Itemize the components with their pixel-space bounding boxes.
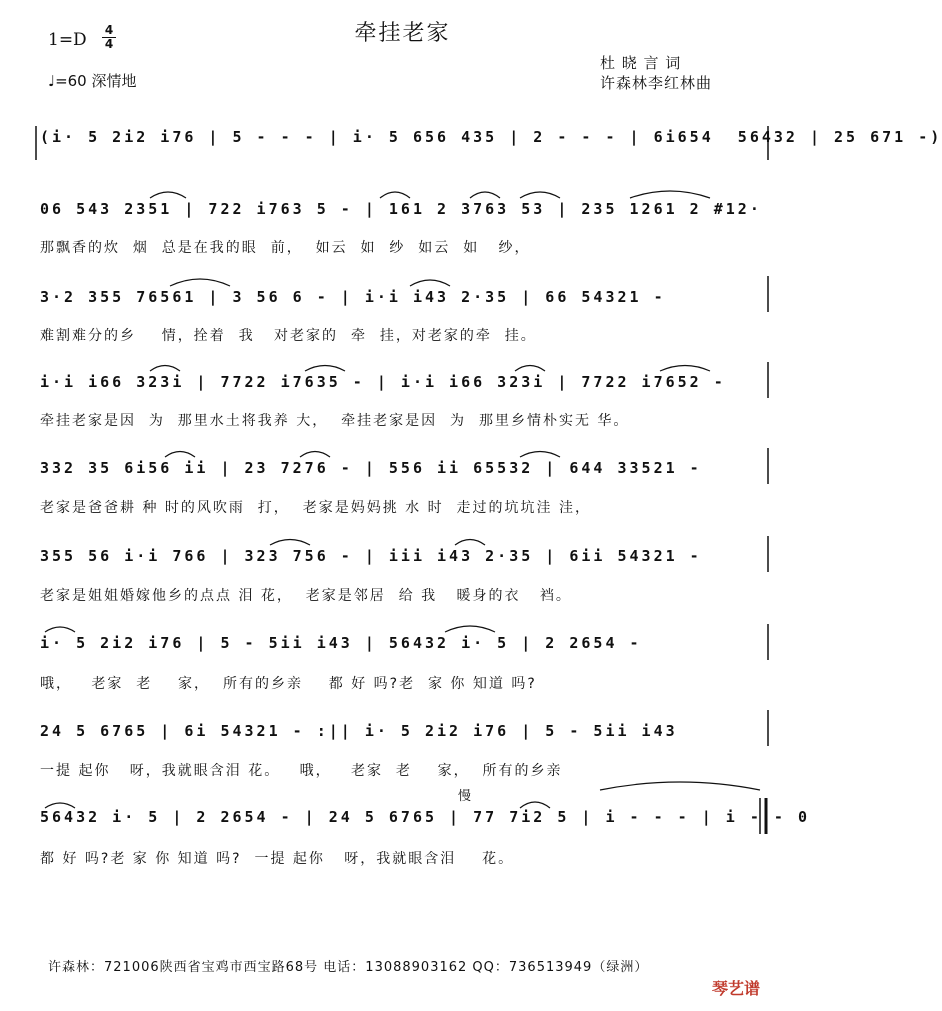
score-row-2-notes: 06 543 2351 | 722 i763 5 - | 161 2 3763 53 | 235 1261 2 #12· <box>40 200 762 218</box>
score-row-5-notes: 332 35 6i56 ii | 23 7276 - | 556 ii 65532 | 644 33521 - <box>40 459 702 477</box>
composer-credit: 许森林李红林曲 <box>600 74 713 92</box>
key-signature: 1=D <box>48 30 87 50</box>
score-row-8-lyrics: 一提 起你 呀，我就眼含泪 花。 哦， 老家 老 家， 所有的乡亲 <box>40 763 563 779</box>
time-signature-bottom: 4 <box>104 37 114 51</box>
score-row-7-lyrics: 哦， 老家 老 家， 所有的乡亲 都 好 吗?老 家 你 知道 吗? <box>40 676 537 692</box>
time-signature-top: 4 <box>104 23 114 37</box>
score-row-4-notes: i·i i66 323i | 7722 i7635 - | i·i i66 323i | 7722 i7652 - <box>40 373 726 391</box>
score-row-7-notes: i· 5 2i2 i76 | 5 - 5ii i43 | 56432 i· 5 | 2 2654 - <box>40 634 642 652</box>
tempo-marking: ♩=60 深情地 <box>48 72 137 90</box>
score-row-9-notes: 56432 i· 5 | 2 2654 - | 24 5 6765 | 77 7i2 5 | i - - - | i - - 0 <box>40 808 810 826</box>
tempo-slow-mark: 慢 <box>458 789 472 804</box>
score-row-4-lyrics: 牵挂老家是因 为 那里水土将我养 大， 牵挂老家是因 为 那里乡情朴实无 华。 <box>40 413 630 429</box>
site-watermark-logo: 琴艺谱 <box>712 979 761 998</box>
contact-footer: 许森林：721006陕西省宝鸡市西宝路68号 电话：13088903162 QQ：736513949（绿洲） <box>48 960 649 975</box>
song-title: 牵挂老家 <box>354 21 451 46</box>
score-row-3-lyrics: 难割难分的乡 情，拴着 我 对老家的 牵 挂，对老家的牵 挂。 <box>40 328 537 344</box>
score-row-9-lyrics: 都 好 吗?老 家 你 知道 吗? 一提 起你 呀，我就眼含泪 花。 <box>40 851 515 867</box>
score-row-8-notes: 24 5 6765 | 6i 54321 - :|| i· 5 2i2 i76 | 5 - 5ii i43 <box>40 722 678 740</box>
score-row-5-lyrics: 老家是爸爸耕 种 时的风吹雨 打， 老家是妈妈挑 水 时 走过的坑坑洼 洼， <box>40 500 591 516</box>
score-row-2-lyrics: 那飘香的炊 烟 总是在我的眼 前， 如云 如 纱 如云 如 纱， <box>40 240 531 256</box>
score-row-3-notes: 3·2 355 76561 | 3 56 6 - | i·i i43 2·35 | 66 54321 - <box>40 288 666 306</box>
score-row-6-lyrics: 老家是姐姐婚嫁他乡的点点 泪 花， 老家是邻居 给 我 暖身的衣 裆。 <box>40 588 572 604</box>
score-row-6-notes: 355 56 i·i 766 | 323 756 - | iii i43 2·35 | 6ii 54321 - <box>40 547 702 565</box>
lyricist-credit: 杜 晓 言 词 <box>600 54 682 72</box>
score-row-1-notes: (i· 5 2i2 i76 | 5 - - - | i· 5 656 435 | 2 - - - | 6i654 56432 | 25 671 -) <box>40 128 942 146</box>
